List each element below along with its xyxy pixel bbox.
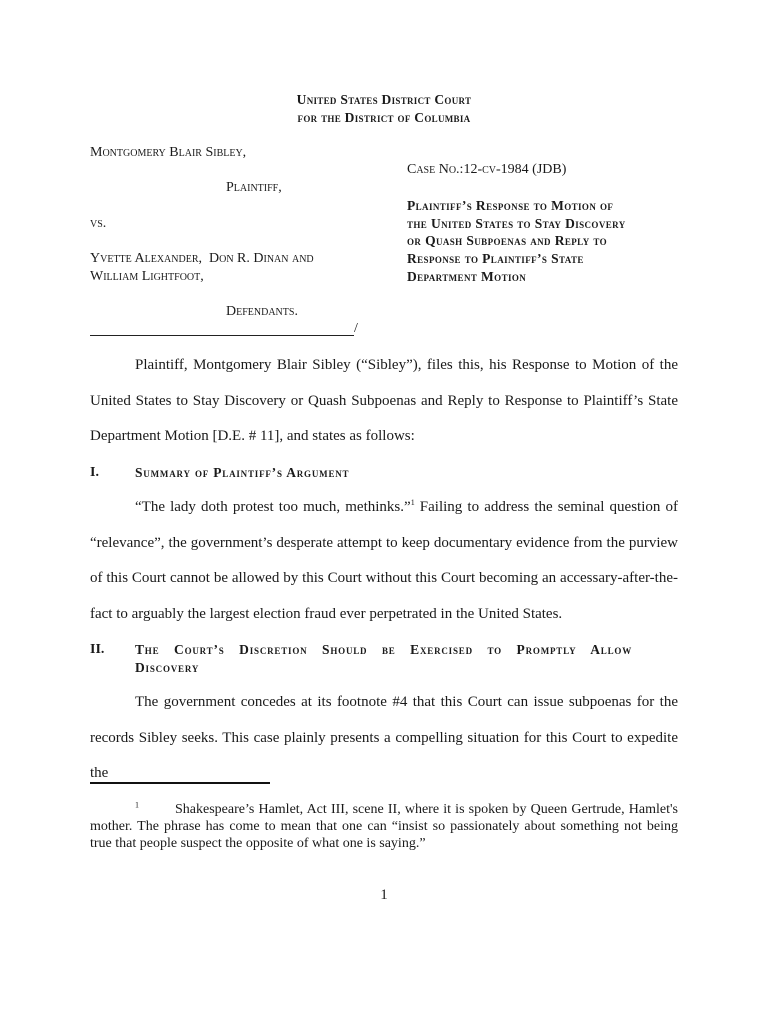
- plaintiff-label: Plaintiff,: [226, 180, 282, 195]
- footnote-text: Shakespeare’s Hamlet, Act III, scene II, where it is spoken by Queen Gertrude, Hamlet's mother. The phrase has come to mean that one can “insist so passionately about something not being true that people suspect the opposite of what one is saying.”: [90, 802, 678, 851]
- plaintiff-name: Montgomery Blair Sibley,: [90, 145, 247, 160]
- section-1-paragraph: [90, 490, 678, 632]
- motion-title-line: Plaintiff’s Response to Motion of: [407, 198, 614, 213]
- quote-text: “The lady doth protest too much, methinks.”: [135, 499, 411, 515]
- caption-rule: [90, 335, 354, 336]
- section-2-number: II.: [90, 642, 105, 657]
- motion-title-line: or Quash Subpoenas and Reply to: [407, 233, 608, 249]
- section-2-title: The Court’s Discretion Should be Exercised to Promptly Allow: [135, 642, 632, 657]
- paragraph-rest: Failing to address the seminal question of “relevance”, the government’s desperate attempt to keep documentary evidence from the purview of this Court cannot be allowed by this Court without this Court becoming an accessary-after-the-fact to arguably the largest election fraud ever perpetrated in the United States.: [90, 499, 678, 622]
- footnote-number: 1: [135, 800, 139, 810]
- footnote-ref: 1: [410, 498, 415, 507]
- footnote: [90, 801, 678, 852]
- defendants-label: Defendants.: [226, 304, 298, 319]
- intro-paragraph: Plaintiff, Montgomery Blair Sibley (“Sibley”), files this, his Response to Motion of the United States to Stay Discovery or Quash Subpoenas and Reply to Response to Plaintiff’s State Department Motion [D.E. # 11], and states as follows:: [90, 357, 678, 444]
- section-2-title-cont: Discovery: [135, 660, 200, 675]
- versus: vs.: [90, 216, 107, 231]
- motion-title-line: Department Motion: [407, 268, 527, 284]
- court-name: United States District Court: [296, 92, 472, 107]
- section-2-paragraph: The government concedes at its footnote #4 that this Court can issue subpoenas for the records Sibley seeks. This case plainly presents a compelling situation for this Court to expedite the: [90, 694, 678, 781]
- page-number: 1: [380, 887, 388, 903]
- section-1-title: Summary of Plaintiff’s Argument: [135, 465, 350, 480]
- motion-title-line: Response to Plaintiff’s State: [407, 251, 584, 267]
- court-district: for the District of Columbia: [297, 110, 471, 125]
- defendants-names-cont: William Lightfoot,: [90, 269, 204, 284]
- footnote-separator: [90, 782, 270, 784]
- case-number: Case No.:12-cv-1984 (JDB): [407, 162, 567, 177]
- motion-title-line: the United States to Stay Discovery: [407, 215, 626, 231]
- motion-title: [407, 197, 626, 286]
- caption-slash: /: [354, 321, 358, 336]
- defendants-names: Yvette Alexander, Don R. Dinan and: [90, 251, 314, 266]
- section-1-number: I.: [90, 465, 99, 480]
